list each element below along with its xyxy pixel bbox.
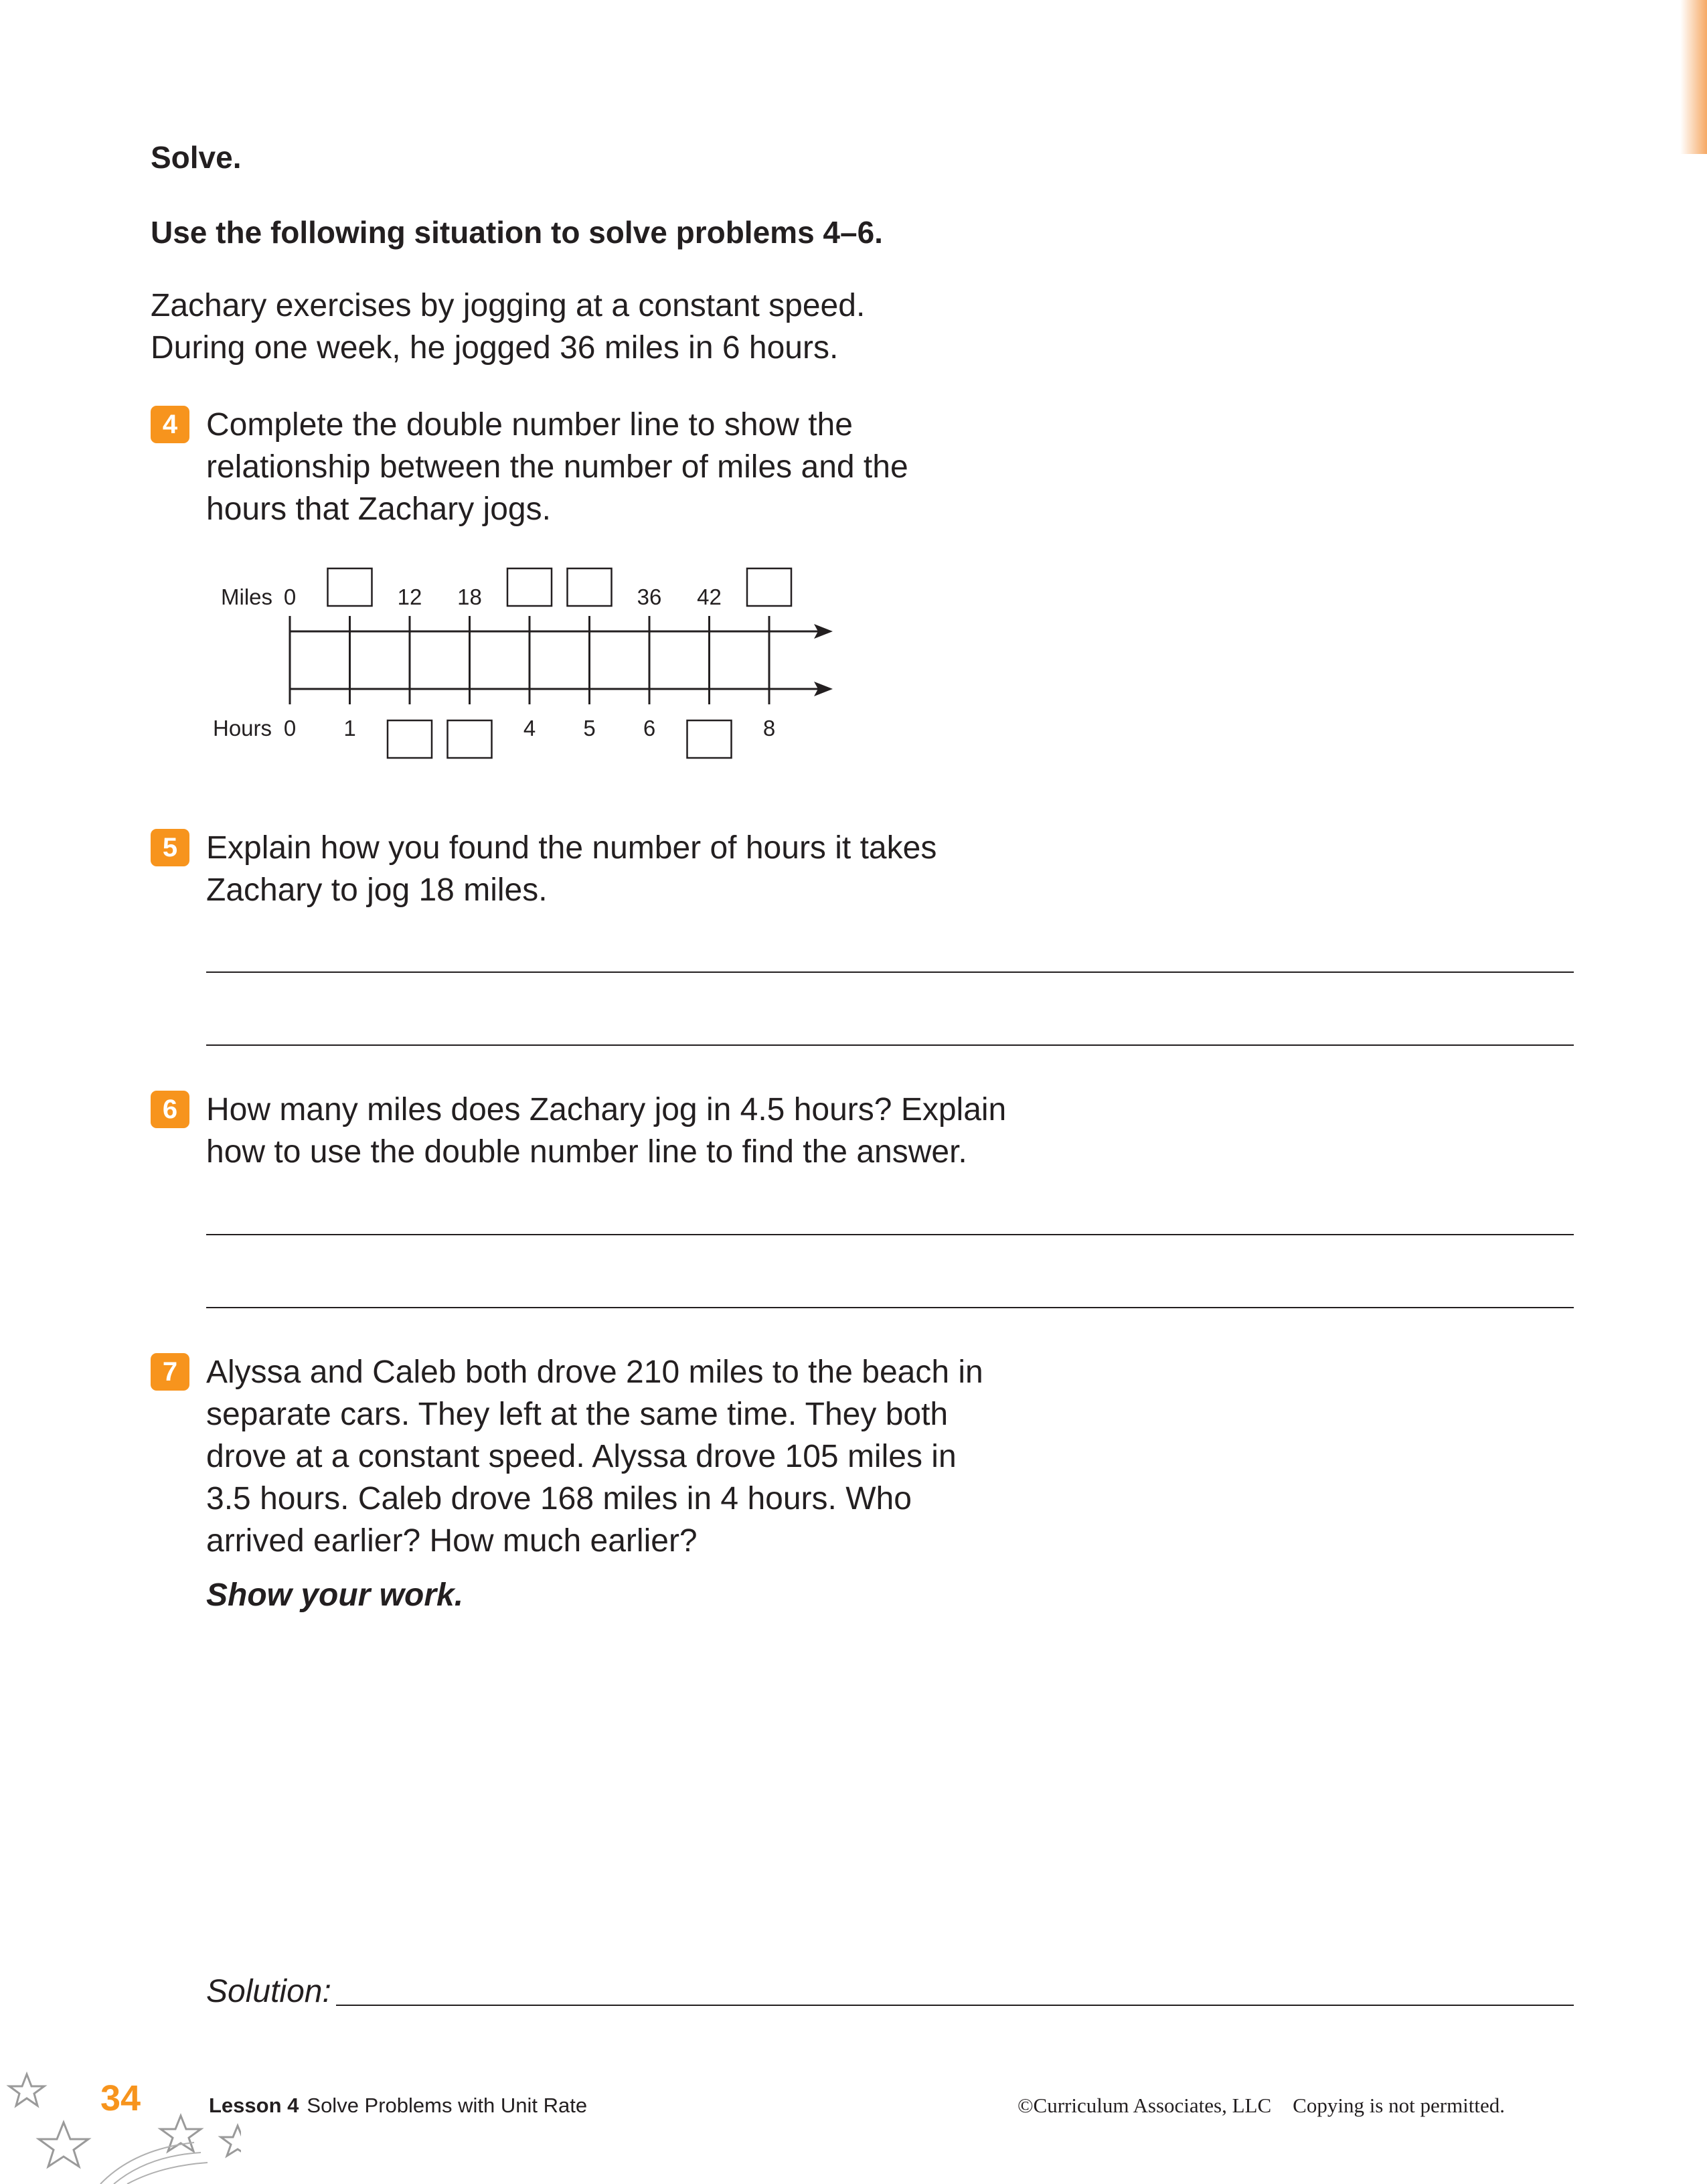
answer-line[interactable] bbox=[206, 1307, 1574, 1308]
problem-line: Zachary to jog 18 miles. bbox=[206, 872, 548, 908]
hours-value-label: 5 bbox=[583, 716, 596, 740]
situation-heading: Use the following situation to solve problems 4–6. bbox=[151, 215, 883, 250]
hours-value-label: 1 bbox=[343, 716, 356, 740]
solution-label: Solution: bbox=[206, 1974, 331, 2009]
hours-axis-label: Hours bbox=[213, 716, 272, 740]
problem-line: Alyssa and Caleb both drove 210 miles to the beach in bbox=[206, 1354, 983, 1390]
star-icon bbox=[9, 2074, 44, 2106]
hours-value-label: 4 bbox=[523, 716, 536, 740]
hours-answer-box[interactable] bbox=[388, 720, 432, 758]
problem-line: Complete the double number line to show the bbox=[206, 407, 853, 443]
copy-notice: Copying is not permitted. bbox=[1293, 2094, 1506, 2117]
answer-line[interactable] bbox=[206, 971, 1574, 973]
miles-value-label: 0 bbox=[283, 584, 297, 609]
miles-value-label: 36 bbox=[637, 584, 662, 609]
situation-line: Zachary exercises by jogging at a constant speed. bbox=[151, 288, 866, 323]
miles-answer-box[interactable] bbox=[328, 568, 372, 606]
problem-line: separate cars. They left at the same time. They both bbox=[206, 1397, 949, 1432]
problem-5-text bbox=[206, 827, 937, 911]
swoosh-icon bbox=[100, 2142, 208, 2184]
miles-axis-label: Miles bbox=[221, 584, 273, 609]
problem-line: arrived earlier? How much earlier? bbox=[206, 1523, 698, 1559]
star-icon bbox=[161, 2116, 201, 2151]
page-number: 34 bbox=[100, 2078, 141, 2118]
lesson-footer bbox=[209, 2094, 587, 2118]
star-icon bbox=[221, 2126, 241, 2156]
copyright-footer bbox=[1018, 2094, 1505, 2118]
copyright-text: ©Curriculum Associates, LLC bbox=[1018, 2094, 1272, 2117]
problem-7-badge: 7 bbox=[151, 1353, 189, 1391]
problem-6-text bbox=[206, 1089, 1006, 1173]
hours-value-label: 8 bbox=[762, 716, 776, 740]
star-icon bbox=[39, 2122, 88, 2167]
hours-value-label: 0 bbox=[283, 716, 297, 740]
miles-value-label: 12 bbox=[397, 584, 422, 609]
miles-answer-box[interactable] bbox=[747, 568, 791, 606]
show-work-instruction: Show your work. bbox=[206, 1577, 464, 1613]
problem-line: 3.5 hours. Caleb drove 168 miles in 4 hours. Who bbox=[206, 1481, 912, 1516]
hours-value-label: 6 bbox=[643, 716, 656, 740]
stars-decoration bbox=[0, 2055, 241, 2184]
situation-line: During one week, he jogged 36 miles in 6 hours. bbox=[151, 330, 839, 366]
problem-line: Explain how you found the number of hours it takes bbox=[206, 830, 937, 866]
problem-line: how to use the double number line to find the answer. bbox=[206, 1134, 967, 1170]
problem-6-badge: 6 bbox=[151, 1091, 189, 1128]
problem-line: hours that Zachary jogs. bbox=[206, 491, 551, 527]
problem-line: How many miles does Zachary jog in 4.5 hours? Explain bbox=[206, 1092, 1007, 1127]
problem-4-badge: 4 bbox=[151, 406, 189, 443]
miles-value-label: 42 bbox=[697, 584, 722, 609]
problem-line: relationship between the number of miles and the bbox=[206, 449, 908, 485]
hours-answer-box[interactable] bbox=[687, 720, 732, 758]
double-number-line bbox=[0, 0, 1707, 803]
hours-answer-box[interactable] bbox=[448, 720, 492, 758]
problem-5-badge: 5 bbox=[151, 829, 189, 866]
answer-line[interactable] bbox=[206, 1234, 1574, 1235]
answer-line[interactable] bbox=[206, 1044, 1574, 1046]
problem-line: drove at a constant speed. Alyssa drove 105 miles in bbox=[206, 1439, 957, 1474]
miles-value-label: 18 bbox=[457, 584, 482, 609]
miles-answer-box[interactable] bbox=[507, 568, 552, 606]
lesson-title: Solve Problems with Unit Rate bbox=[307, 2094, 588, 2117]
solution-answer-line[interactable] bbox=[336, 2005, 1574, 2006]
problem-7-text bbox=[206, 1351, 983, 1562]
lesson-label: Lesson 4 bbox=[209, 2094, 299, 2117]
miles-answer-box[interactable] bbox=[568, 568, 612, 606]
section-heading: Solve. bbox=[151, 140, 242, 175]
